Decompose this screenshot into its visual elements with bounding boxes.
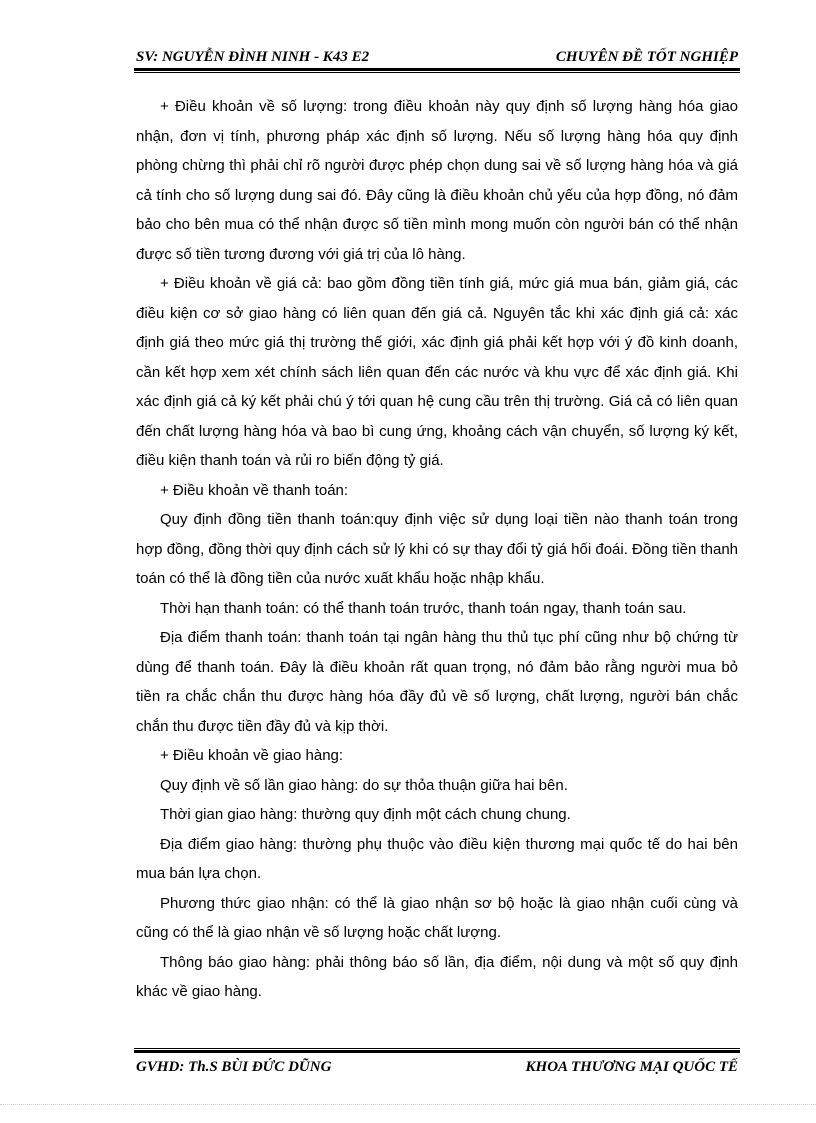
paragraph: Địa điểm thanh toán: thanh toán tại ngân hàng thu thủ tục phí cũng như bộ chứng từ dùng để thanh toán. Đây là điều khoản rất quan trọng, nó đảm bảo rằng người mua bỏ tiền ra chắc chắn thu được hàng hóa đầy đủ về số lượng, chất lượng, người bán chắc chắn thu được tiền đầy đủ và kịp thời. — [136, 629, 738, 735]
paragraph: Quy định đồng tiền thanh toán:quy định việc sử dụng loại tiền nào thanh toán trong hợp đồng, đồng thời quy định cách sử lý khi có sự thay đổi tỷ giá hối đoái. Đồng tiền thanh toán có thể là đồng tiền của nước xuất khẩu hoặc nhập khẩu. — [136, 511, 738, 587]
paragraph: + Điều khoản về số lượng: trong điều khoản này quy định số lượng hàng hóa giao nhận, đơn vị tính, phương pháp xác định số lượng. Nếu số lượng hàng hóa quy định phòng chừng thì phải chỉ rõ người được phép chọn dung sai về số lượng hàng hóa và giá cả tính cho số lượng dung sai đó. Đây cũng là điều khoản chủ yếu của hợp đồng, nó đảm bảo cho bên mua có thể nhận được số tiền mình mong muốn còn người bán có thể nhận được số tiền tương đương với giá trị của lô hàng. — [136, 98, 738, 263]
footer-rule-thick — [134, 1050, 740, 1053]
header-rule-thin — [134, 72, 740, 73]
page-bottom-edge — [0, 1104, 816, 1105]
header-student: SV: NGUYỄN ĐÌNH NINH - K43 E2 — [136, 49, 370, 65]
footer-faculty: KHOA THƯƠNG MẠI QUỐC TẾ — [525, 1059, 738, 1075]
paragraph: Thời gian giao hàng: thường quy định một cách chung chung. — [160, 806, 571, 823]
page-footer — [136, 1057, 738, 1077]
header-rule-thick — [134, 68, 740, 71]
footer-rule-thin — [134, 1048, 740, 1049]
footer-advisor: GVHD: Th.S BÙI ĐỨC DŨNG — [136, 1059, 332, 1075]
paragraph: + Điều khoản về giao hàng: — [160, 747, 344, 764]
page-body — [136, 92, 738, 1007]
page-header — [136, 47, 738, 67]
paragraph: Phương thức giao nhận: có thể là giao nhận sơ bộ hoặc là giao nhận cuối cùng và cũng có thể là giao nhận về số lượng hoặc chất lượng. — [136, 894, 738, 941]
paragraph: Thời hạn thanh toán: có thể thanh toán trước, thanh toán ngay, thanh toán sau. — [160, 599, 687, 617]
paragraph: + Điều khoản về giá cả: bao gồm đồng tiền tính giá, mức giá mua bán, giảm giá, các điều kiện cơ sở giao hàng có liên quan đến giá cả. Nguyên tắc khi xác định giá cả: xác định giá theo mức giá thị trường thế giới, xác định giá phải kết hợp với ý đồ kinh doanh, cần kết hợp xem xét chính sách liên quan đến các nước và khu vực để xác định giá. Khi xác định giá cả ký kết phải chú ý tới quan hệ cung cầu trên thị trường. Giá cả có liên quan đến chất lượng hàng hóa và bao bì cung ứng, khoảng cách vận chuyển, số lượng ký kết, điều kiện thanh toán và rủi ro biến động tỷ giá. — [136, 275, 738, 469]
paragraph: Thông báo giao hàng: phải thông báo số lần, địa điểm, nội dung và một số quy định khác về giao hàng. — [136, 953, 738, 1000]
paragraph: Quy định về số lần giao hàng: do sự thỏa thuận giữa hai bên. — [160, 776, 568, 794]
paragraph: Địa điểm giao hàng: thường phụ thuộc vào điều kiện thương mại quốc tế do hai bên mua bán lựa chọn. — [136, 835, 738, 882]
header-title: CHUYÊN ĐỀ TỐT NGHIỆP — [555, 49, 738, 65]
paragraph: + Điều khoản về thanh toán: — [160, 481, 349, 499]
